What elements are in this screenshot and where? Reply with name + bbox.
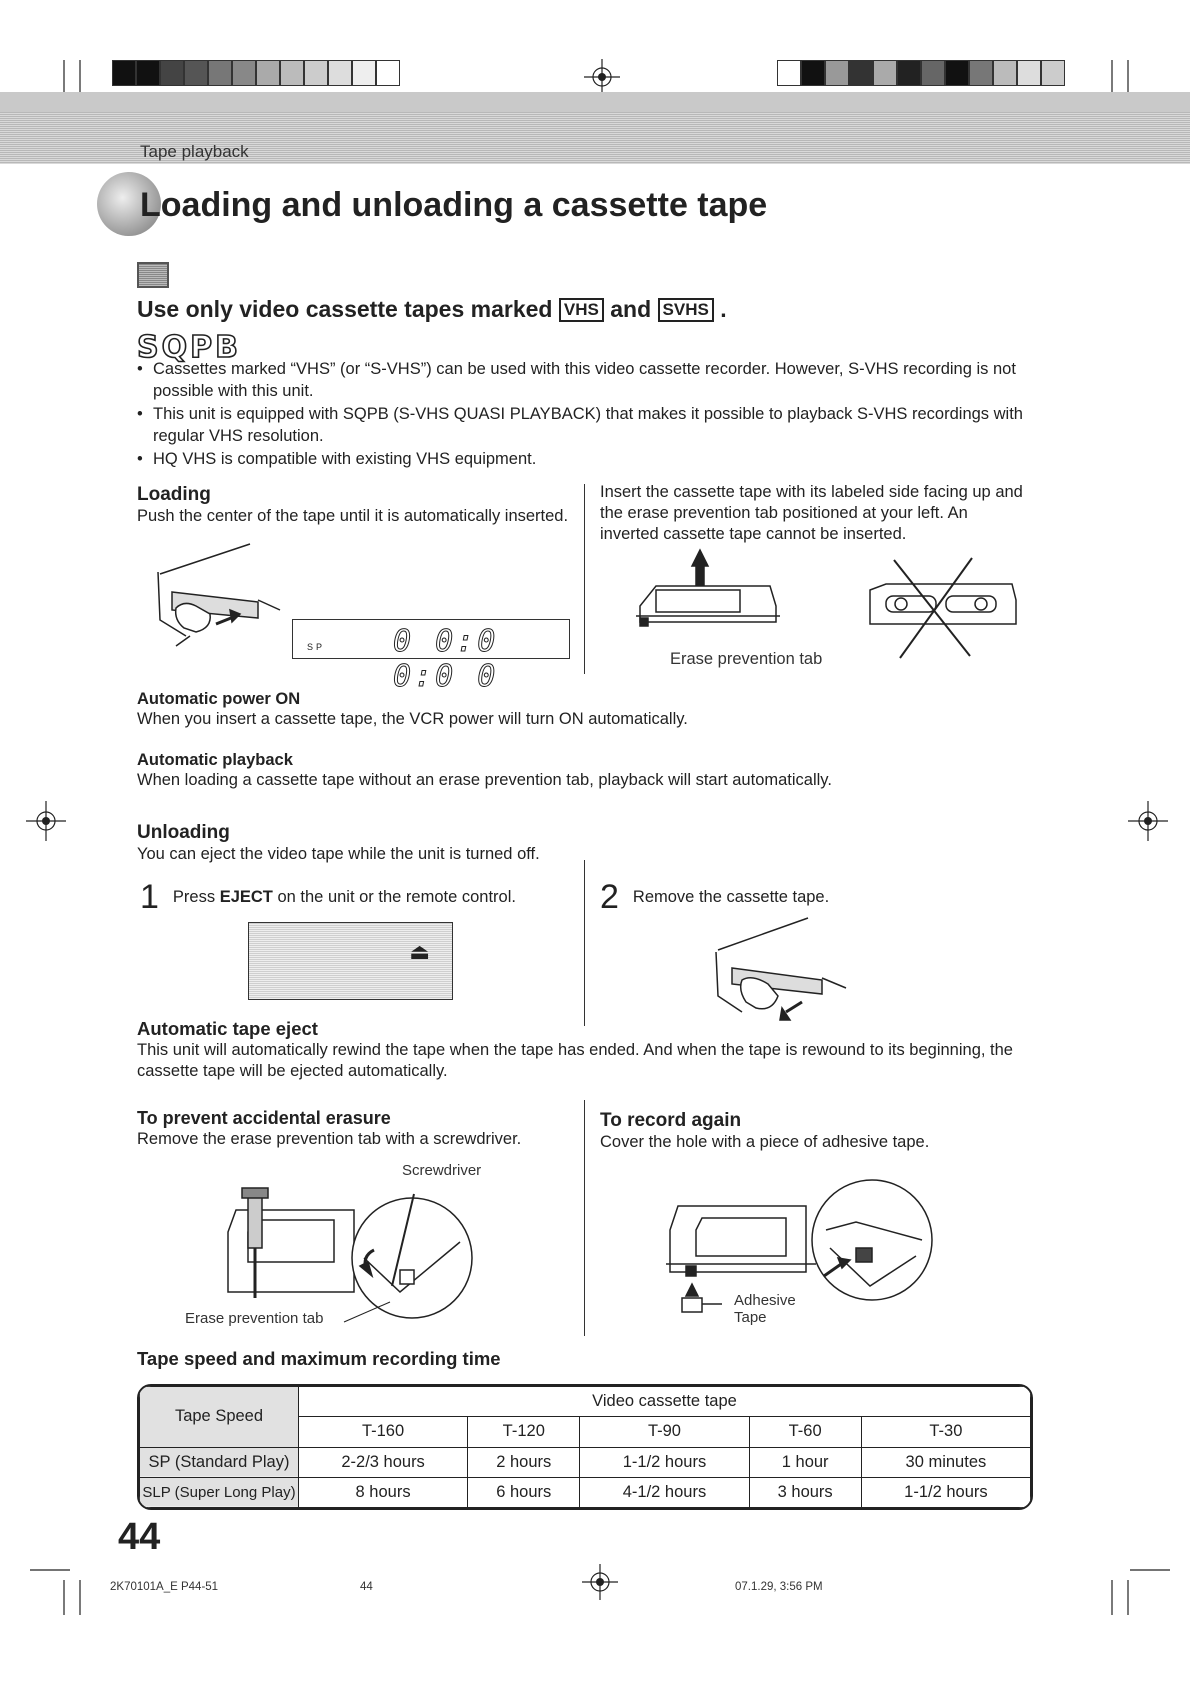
display-counter: 0 0:0 0:0 0 bbox=[393, 624, 499, 694]
screwdriver-illustration bbox=[224, 1186, 484, 1326]
table-header: Tape Speed bbox=[140, 1387, 299, 1448]
table-cell: 30 minutes bbox=[861, 1447, 1030, 1477]
unloading-section bbox=[137, 822, 697, 865]
record-again-heading: To record again bbox=[600, 1110, 742, 1131]
table-cell: 1-1/2 hours bbox=[580, 1447, 749, 1477]
vcr-icon bbox=[137, 262, 169, 288]
adhesive-caption-2: Tape bbox=[734, 1309, 767, 1326]
table-header: T-90 bbox=[580, 1417, 749, 1447]
table-header: Video cassette tape bbox=[299, 1387, 1031, 1417]
cassette-inverted-illustration bbox=[866, 560, 1026, 660]
erase-tab-caption-2: Erase prevention tab bbox=[185, 1310, 324, 1327]
prevent-section bbox=[137, 1108, 577, 1150]
eject-key-label: EJECT bbox=[219, 887, 273, 906]
unloading-heading: Unloading bbox=[137, 822, 230, 843]
table-header: T-120 bbox=[468, 1417, 580, 1447]
page-number: 44 bbox=[118, 1516, 161, 1558]
list-item: • HQ VHS is compatible with existing VHS equipment. bbox=[137, 448, 1037, 470]
vcr-eject-illustration bbox=[712, 916, 852, 1028]
screwdriver-caption: Screwdriver bbox=[402, 1162, 482, 1179]
loading-heading: Loading bbox=[137, 484, 211, 505]
intro-bullets bbox=[137, 358, 1037, 471]
display-mode: SP bbox=[307, 642, 326, 652]
section-label: Tape playback bbox=[140, 142, 249, 161]
vcr-insert-illustration bbox=[150, 540, 290, 660]
step-number: 1 bbox=[140, 878, 159, 916]
table-row bbox=[140, 1447, 1031, 1477]
page-title: Loading and unloading a cassette tape bbox=[140, 186, 768, 224]
table-cell: 4-1/2 hours bbox=[580, 1477, 749, 1507]
table-header: T-60 bbox=[749, 1417, 861, 1447]
table-cell: 3 hours bbox=[749, 1477, 861, 1507]
speed-table-heading: Tape speed and maximum recording time bbox=[137, 1348, 501, 1369]
counter-display bbox=[292, 619, 570, 694]
table-cell: SP (Standard Play) bbox=[140, 1447, 299, 1477]
erase-tab-caption: Erase prevention tab bbox=[670, 650, 823, 668]
unload-step-2 bbox=[600, 880, 1020, 914]
table-cell: 1 hour bbox=[749, 1447, 861, 1477]
auto-eject-heading: Automatic tape eject bbox=[137, 1018, 318, 1039]
divider bbox=[584, 860, 585, 1026]
divider bbox=[584, 1100, 585, 1336]
intro-heading: Use only video cassette tapes marked VHS and SVHS . bbox=[137, 296, 727, 322]
table-cell: 1-1/2 hours bbox=[861, 1477, 1030, 1507]
loading-text: Push the center of the tape until it is automatically inserted. bbox=[137, 507, 569, 525]
header-band-top bbox=[0, 92, 1190, 112]
prevent-heading: To prevent accidental erasure bbox=[137, 1108, 391, 1128]
loading-right bbox=[600, 482, 1030, 545]
auto-play-text: When loading a cassette tape without an erase prevention tab, playback will start automatically. bbox=[137, 771, 832, 789]
table-cell: SLP (Super Long Play) bbox=[140, 1477, 299, 1507]
table-cell: 6 hours bbox=[468, 1477, 580, 1507]
footer-page: 44 bbox=[360, 1581, 373, 1593]
table-row bbox=[140, 1477, 1031, 1507]
speed-table bbox=[137, 1384, 1033, 1510]
step-2-text: Remove the cassette tape. bbox=[632, 887, 830, 906]
auto-play-heading: Automatic playback bbox=[137, 751, 293, 769]
footer-stamp: 07.1.29, 3:56 PM bbox=[735, 1581, 823, 1593]
list-item: • Cassettes marked “VHS” (or “S-VHS”) can be used with this video cassette recorder. However, S-VHS recording is not possible with this unit. bbox=[137, 358, 1037, 402]
unloading-text: You can eject the video tape while the unit is turned off. bbox=[137, 845, 540, 863]
table-cell: 2-2/3 hours bbox=[299, 1447, 468, 1477]
eject-icon[interactable]: ⏏ bbox=[409, 939, 430, 964]
unload-step-1: 1 Press EJECT on the unit or the remote control. bbox=[140, 878, 516, 916]
divider bbox=[584, 484, 585, 674]
record-again-text: Cover the hole with a piece of adhesive tape. bbox=[600, 1133, 930, 1151]
vhs-logo: VHS bbox=[559, 298, 604, 322]
list-item: • This unit is equipped with SQPB (S-VHS QUASI PLAYBACK) that makes it possible to playback S-VHS recordings with regular VHS resolution. bbox=[137, 403, 1037, 447]
sqpb-logo: SQPB bbox=[137, 330, 241, 365]
auto-power-text: When you insert a cassette tape, the VCR power will turn ON automatically. bbox=[137, 710, 688, 728]
cassette-correct-illustration bbox=[630, 550, 790, 650]
auto-eject-text: This unit will automatically rewind the tape when the tape has ended. And when the tape is rewound to its beginning, the cassette tape will be ejected automatically. bbox=[137, 1041, 1013, 1080]
adhesive-caption-1: Adhesive bbox=[734, 1292, 796, 1309]
auto-power-section bbox=[137, 690, 1037, 730]
eject-panel bbox=[248, 922, 453, 1000]
step-number: 2 bbox=[600, 878, 619, 916]
svhs-logo: SVHS bbox=[658, 298, 714, 322]
loading-section bbox=[137, 484, 569, 527]
table-cell: 8 hours bbox=[299, 1477, 468, 1507]
footer-file: 2K70101A_E P44-51 bbox=[110, 1581, 219, 1593]
table-cell: 2 hours bbox=[468, 1447, 580, 1477]
auto-power-heading: Automatic power ON bbox=[137, 690, 301, 708]
prevent-text: Remove the erase prevention tab with a screwdriver. bbox=[137, 1130, 522, 1148]
auto-eject-section bbox=[137, 1018, 1037, 1082]
auto-play-section bbox=[137, 751, 1037, 791]
record-again-section bbox=[600, 1110, 1030, 1153]
adhesive-tape-illustration bbox=[666, 1176, 946, 1326]
table-header: T-160 bbox=[299, 1417, 468, 1447]
loading-right-text: Insert the cassette tape with its labeled side facing up and the erase prevention tab positioned at your left. An inverted cassette tape cannot be inserted. bbox=[600, 483, 1023, 543]
table-header: T-30 bbox=[861, 1417, 1030, 1447]
